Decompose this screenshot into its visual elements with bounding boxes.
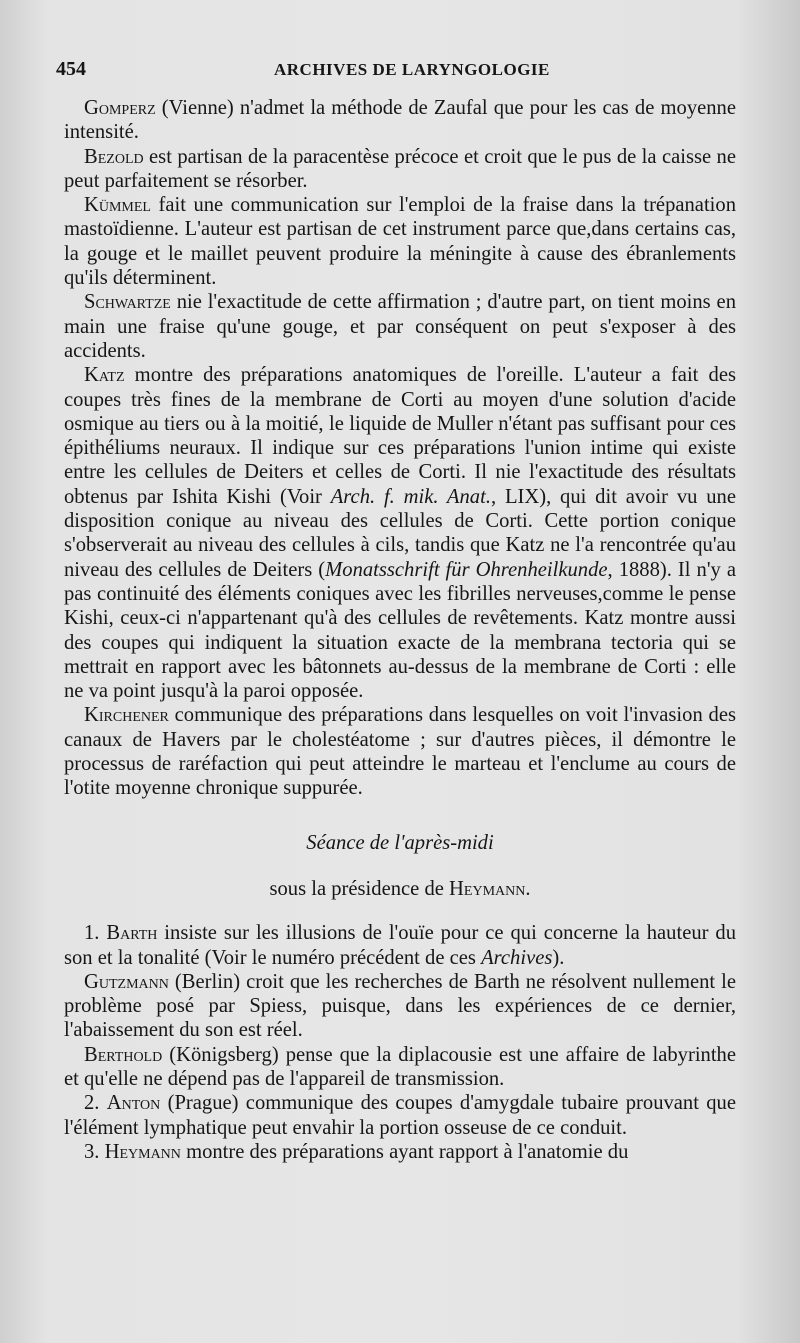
paragraph-gomperz — [64, 96, 736, 145]
paragraph-katz — [64, 363, 736, 703]
journal-reference: Archives — [481, 946, 553, 969]
page-number: 454 — [56, 58, 86, 80]
paragraph-text: est partisan de la paracentèse précoce et croit que le pus de la caisse ne peut parfaitement se résorber. — [64, 145, 736, 192]
paragraph-anton — [64, 1091, 736, 1140]
paragraph-text: (Vienne) n'admet la méthode de Zaufal que pour les cas de moyenne intensité. — [64, 97, 736, 144]
paragraph-barth: 1. Barth insiste sur les illusions de l'ouïe pour ce qui concerne la hauteur du son et la tonalité (Voir le numéro précédent de ces Archives). — [64, 922, 737, 969]
item-number: 2. — [84, 1092, 107, 1115]
section-title: Séance de l'après-midi — [306, 831, 494, 854]
journal-reference: Monatsschrift für Ohrenheilkunde — [325, 558, 608, 581]
author-name: Katz — [84, 364, 125, 387]
paragraph-kummel — [64, 193, 736, 290]
paragraph-text: (Königsberg) pense que la diplacousie est une affaire de labyrinthe et qu'elle ne dépend pas de l'appareil de transmission. — [64, 1043, 736, 1090]
paragraph-text: montre des préparations ayant rapport à l'anatomie du — [180, 1140, 629, 1163]
paragraph-text: nie l'exactitude de cette affirmation ; d'autre part, on tient moins en main une fraise qu'une gouge, et par conséquent on peut s'exposer à des accidents. — [64, 291, 736, 362]
author-name: Barth — [106, 922, 158, 945]
paragraph-schwartze — [64, 290, 736, 363]
author-name: Heymann — [104, 1140, 181, 1163]
paragraph-text: , LIX), qui dit avoir vu une disposition conique au niveau des cellules de Corti. Cette portion conique s'observerait au niveau des cellules à cils, tandis que Katz ne l'a rencontrée qu'au niveau des cellules de Deiters ( — [64, 485, 736, 581]
president-name: Heymann — [449, 877, 526, 900]
running-title: ARCHIVES DE LARYNGOLOGIE — [274, 60, 550, 79]
page-header — [56, 58, 736, 86]
author-name: Berthold — [84, 1043, 163, 1066]
paragraph-text: insiste sur les illusions de l'ouïe pour ce qui concerne la hauteur du son et la tonalité (Voir le numéro précédent de ces — [64, 922, 737, 969]
paragraph-text: montre des préparations anatomiques de l'oreille. L'auteur a fait des coupes très fines de la membrane de Corti au moyen d'une solution d'acide osmique au tiers ou à la moitié, le liquide de Muller n'étant pas suffisant pour ces épithéliums neuraux. Il indique sur ces préparations l'union intime qui existe entre les cellules de Deiters et celles de Corti. Il nie l'exactitude des résultats obtenus par Ishita Kishi (Voir — [64, 364, 736, 508]
author-name: Schwartze — [84, 291, 171, 314]
paragraph-kirchener — [64, 703, 736, 800]
author-name: Kirchener — [84, 704, 169, 727]
paragraph-bezold — [64, 145, 736, 194]
paragraph-berthold — [64, 1043, 736, 1092]
author-name: Anton — [106, 1092, 161, 1115]
author-name: Gutzmann — [84, 970, 169, 993]
author-name: Kümmel — [84, 194, 151, 217]
paragraph-text: (Prague) communique des coupes d'amygdale tubaire prouvant que l'élément lymphatique peut envahir la portion osseuse de ce conduit. — [64, 1092, 736, 1139]
presidence-line: sous la présidence de Heymann. — [269, 877, 531, 900]
paragraph-heymann — [64, 1140, 736, 1164]
paragraph-text: (Berlin) croit que les recherches de Barth ne résolvent nullement le problème posé par Spiess, puisque, dans les expériences de ce dernier, l'abaissement du son est réel. — [64, 970, 736, 1042]
author-name: Bezold — [84, 145, 144, 168]
paragraph-text: , 1888). Il n'y a pas continuité des éléments coniques avec les fibrilles nerveuses,comme le pense Kishi, ceux-ci n'appartenant qu'à des cellules de revêtements. Katz montre aussi des coupes qui indiquent la situation exacte de la membrana tectoria qui se mettrait en rapport avec les bâtonnets au-dessus de la membrane de Corti : elle ne va point jusqu'à la paroi opposée. — [64, 558, 736, 703]
author-name: Gomperz — [84, 97, 156, 119]
paragraph-text: fait une communication sur l'emploi de la fraise dans la trépanation mastoïdienne. L'auteur est partisan de cet instrument parce que,dans certains cas, la gouge et le maillet peuvent produire la méningite à cause des ébranlements qu'ils déterminent. — [64, 194, 736, 290]
journal-reference: Arch. f. mik. Anat. — [330, 485, 491, 508]
item-number: 1. — [84, 922, 107, 945]
paragraph-gutzmann — [64, 970, 736, 1043]
item-number: 3. — [84, 1140, 105, 1163]
paragraph-text: communique des préparations dans lesquelles on voit l'invasion des canaux de Havers par le cholestéatome ; sur d'autres pièces, il démontre le processus de raréfaction qui peut atteindre le marteau et l'enclume au cours de l'otite moyenne chronique suppurée. — [64, 704, 736, 800]
page-body — [64, 96, 736, 1164]
